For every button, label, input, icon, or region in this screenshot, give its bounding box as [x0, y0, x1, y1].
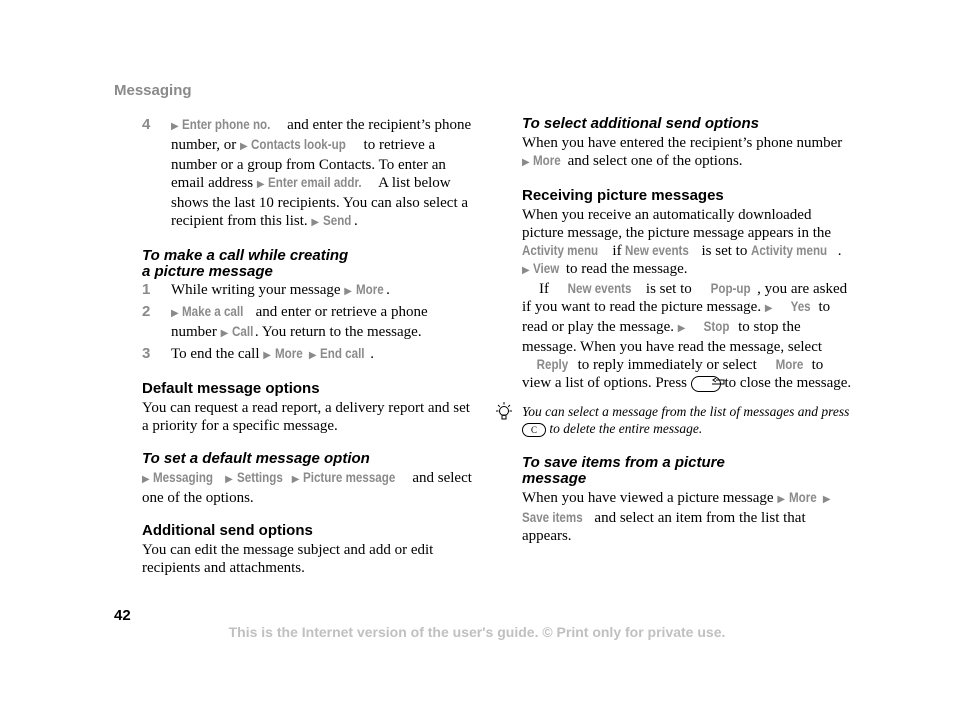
ui-reply: Reply	[536, 357, 569, 372]
receiving-text-2: If New events is set to Pop-up , you are asked if you want to read the picture message. ▶ Yes to read or play the message. ▶ Stop to stop the message. When you have read the message, select Reply to reply immediately or select More to view a list of options. Press to close the message.	[522, 281, 852, 391]
ui-activity-menu: Activity menu	[751, 243, 828, 258]
heading-make-call: To make a call while creating a picture message	[142, 247, 349, 280]
tip-note: You can select a message from the list of messages and press C to delete the entire message.	[522, 403, 852, 437]
ui-more: More	[274, 346, 303, 361]
text: While writing your message	[171, 282, 345, 298]
text: A list below shows the last 10 recipients. You can also select a recipient from this list.	[171, 175, 469, 229]
ui-more: More	[788, 490, 817, 505]
ui-settings: Settings	[236, 470, 283, 485]
ui-activity-menu: Activity menu	[522, 243, 599, 258]
call-step-1: 1 While writing your message ▶ More .	[142, 281, 390, 298]
right-triangle-icon: ▶	[291, 474, 300, 485]
step-number: 4	[142, 116, 151, 133]
ui-messaging: Messaging	[153, 470, 214, 485]
footer-notice: This is the Internet version of the user's guide. © Print only for private use.	[228, 624, 726, 640]
right-triangle-icon: ▶	[171, 308, 179, 319]
section-title: Messaging	[114, 82, 192, 99]
heading-additional-options: Additional send options	[142, 522, 313, 539]
right-triangle-icon: ▶	[239, 141, 248, 152]
right-triangle-icon: ▶	[308, 350, 317, 361]
left-column	[142, 116, 472, 577]
right-triangle-icon: ▶	[220, 328, 229, 339]
ui-yes: Yes	[790, 299, 811, 314]
right-triangle-icon: ▶	[777, 494, 786, 505]
right-triangle-icon: ▶	[764, 303, 773, 314]
text: To end the call	[171, 346, 264, 362]
ui-more: More	[775, 357, 803, 372]
ui-more: More	[533, 153, 562, 168]
ui-more: More	[355, 282, 384, 297]
text: and enter the recipient’s phone number, or	[171, 117, 472, 153]
heading-save-items: To save items from a picture message	[522, 454, 725, 487]
save-items-text: When you have viewed a picture message ▶ More ▶ Save items and select an item from the list that appears.	[522, 490, 831, 544]
receiving-text-1: When you receive an automatically downloaded picture message, the picture message appears in the Activity menu if New events is set to Activity menu . ▶ View to read the message.	[522, 207, 842, 277]
right-triangle-icon: ▶	[522, 157, 530, 168]
ui-picture-message: Picture message	[303, 470, 396, 485]
back-key-icon	[691, 376, 721, 392]
ui-enter-email: Enter email addr.	[268, 175, 362, 190]
ui-enter-phone: Enter phone no.	[182, 117, 271, 132]
ui-view: View	[533, 261, 560, 276]
ui-stop: Stop	[703, 319, 730, 334]
right-triangle-icon: ▶	[263, 350, 271, 361]
step-4	[142, 116, 472, 232]
ui-make-call: Make a call	[182, 304, 244, 319]
select-options-text: When you have entered the recipient’s phone number ▶ More and select one of the options.	[522, 135, 843, 169]
right-triangle-icon: ▶	[311, 217, 320, 228]
page-number: 42	[114, 607, 131, 624]
ui-popup: Pop-up	[710, 281, 751, 296]
step-number: 2	[142, 303, 151, 320]
additional-options-text: You can edit the message subject and add or edit recipients and attachments.	[142, 542, 434, 576]
step-number: 3	[142, 345, 151, 362]
heading-select-options: To select additional send options	[522, 115, 759, 132]
call-step-2	[142, 303, 472, 343]
default-options-text: You can request a read report, a delivery report and set a priority for a specific message.	[142, 400, 470, 434]
right-triangle-icon: ▶	[677, 323, 686, 334]
ui-new-events: New events	[625, 243, 690, 258]
right-triangle-icon: ▶	[225, 474, 233, 485]
right-triangle-icon: ▶	[171, 121, 179, 132]
ui-send: Send	[322, 213, 352, 228]
heading-set-default: To set a default message option	[142, 450, 370, 467]
ui-call: Call	[232, 324, 254, 339]
heading-default-options: Default message options	[142, 380, 320, 397]
step-number: 1	[142, 281, 151, 298]
right-column	[522, 116, 852, 545]
clear-key-icon: C	[522, 423, 546, 437]
right-triangle-icon: ▶	[822, 494, 831, 505]
right-triangle-icon: ▶	[522, 265, 530, 276]
right-triangle-icon: ▶	[344, 286, 352, 297]
ui-new-events: New events	[567, 281, 632, 296]
ui-end-call: End call	[320, 346, 365, 361]
right-triangle-icon: ▶	[142, 474, 150, 485]
text: . You return to the message.	[254, 324, 422, 340]
ui-contacts-lookup: Contacts look-up	[251, 137, 347, 152]
text: and enter or retrieve a phone number	[171, 304, 428, 340]
ui-save-items: Save items	[522, 510, 583, 525]
lightbulb-tip-icon	[493, 401, 515, 423]
call-step-3: 3 To end the call ▶ More ▶ End call .	[142, 345, 374, 362]
heading-receiving: Receiving picture messages	[522, 187, 724, 204]
text: .	[353, 213, 358, 229]
text: to retrieve a number or a group from Contacts. To enter an email address	[171, 137, 446, 191]
right-triangle-icon: ▶	[256, 179, 265, 190]
set-default-text: ▶ Messaging ▶ Settings ▶ Picture message and select one of the options.	[142, 470, 472, 506]
